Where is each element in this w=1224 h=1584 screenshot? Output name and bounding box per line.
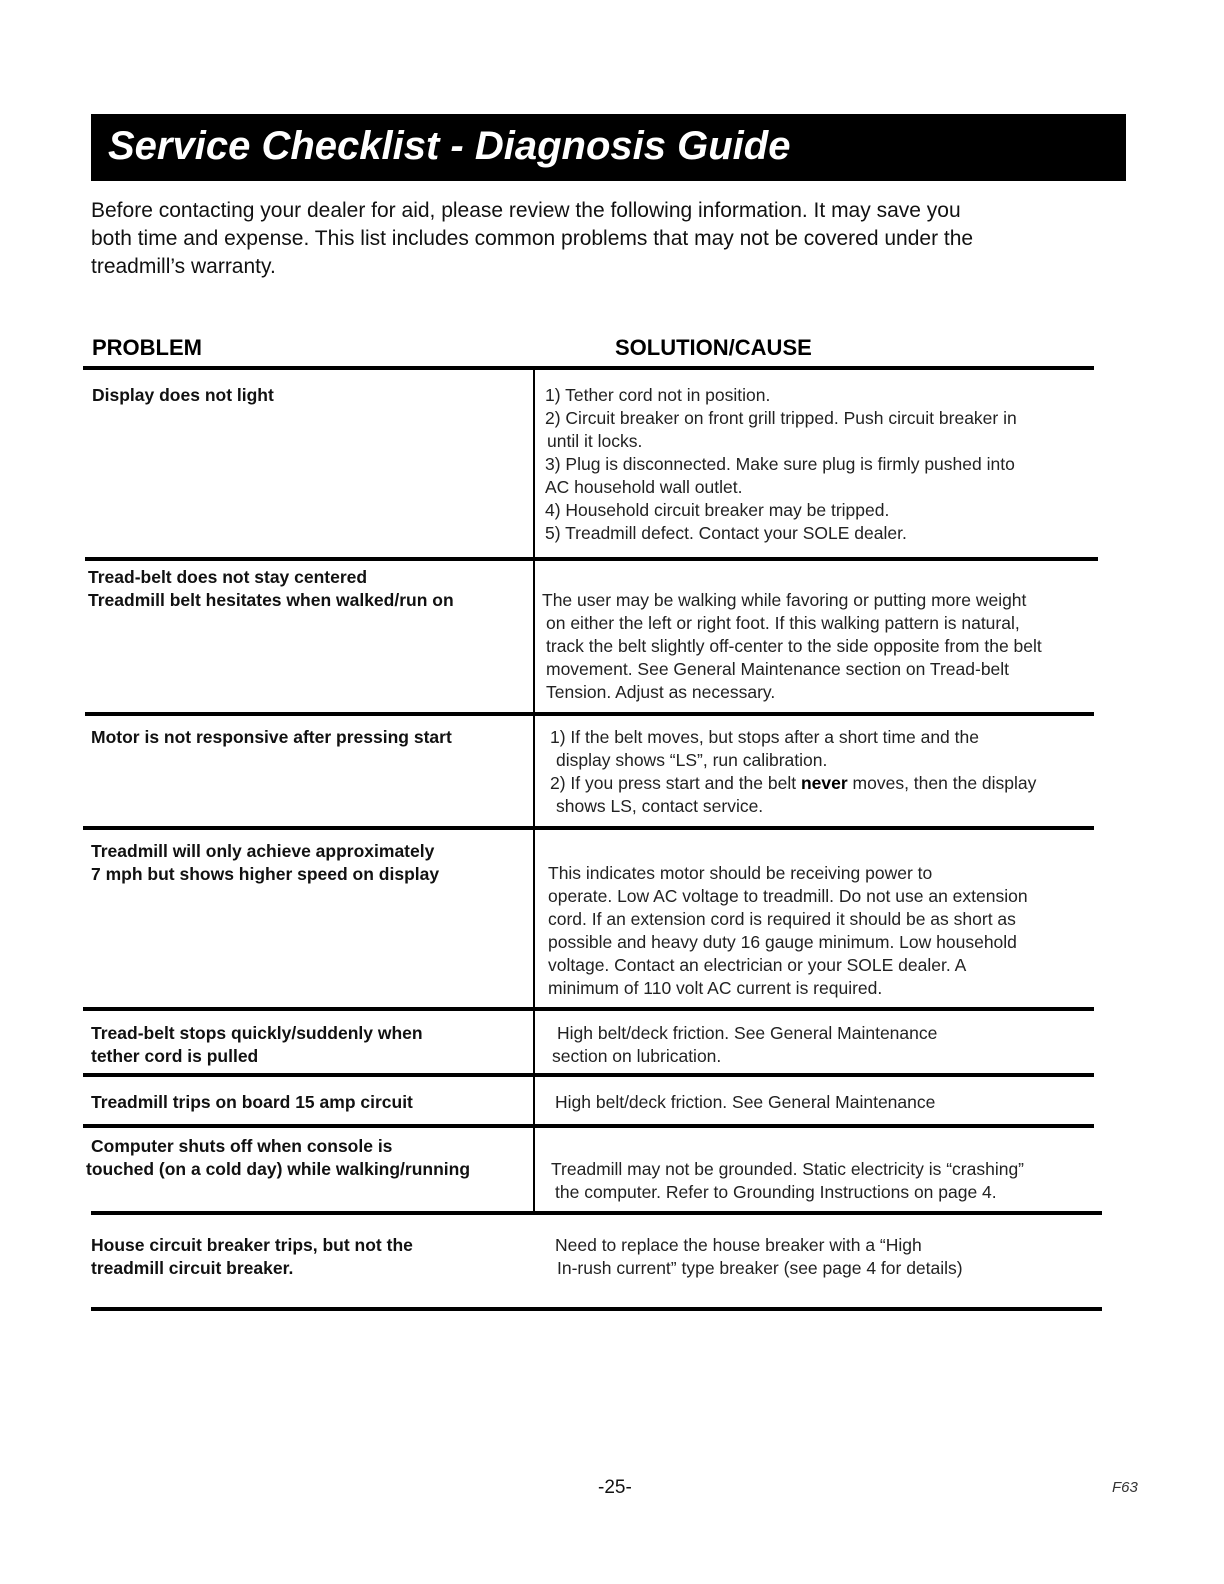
problem-cell [88, 566, 454, 612]
solution-line: 1) Tether cord not in position. [545, 385, 771, 405]
solution-line: shows LS, contact service. [556, 796, 764, 816]
solution-line: cord. If an extension cord is required it should be as short as [548, 909, 1016, 929]
problem-column-header: PROBLEM [92, 335, 202, 360]
problem-cell [91, 1022, 423, 1068]
problem-line: Tread-belt does not stay centered [88, 567, 368, 587]
problem-cell [91, 726, 452, 749]
solution-line: In-rush current” type breaker (see page 4 for details) [557, 1258, 963, 1278]
solution-cell [548, 862, 1028, 1000]
solution-line: movement. See General Maintenance section on Tread-belt [546, 659, 1010, 679]
solution-cell [542, 589, 1042, 704]
solution-text: moves, then the display [847, 773, 1037, 793]
solution-cell [555, 1091, 935, 1114]
problem-line: Display does not light [92, 385, 274, 405]
problem-line: House circuit breaker trips, but not the [91, 1235, 413, 1255]
solution-line: Tension. Adjust as necessary. [546, 682, 776, 702]
row-divider [83, 1124, 1094, 1128]
solution-cell [551, 1158, 1024, 1204]
problem-cell [86, 1135, 470, 1181]
problem-line: Computer shuts off when console is [91, 1136, 393, 1156]
emphasis-never: never [800, 773, 848, 793]
solution-line: the computer. Refer to Grounding Instructions on page 4. [555, 1182, 997, 1202]
problem-line: Tread-belt stops quickly/suddenly when [91, 1023, 423, 1043]
page-title: Service Checklist - Diagnosis Guide [108, 124, 791, 168]
row-divider [91, 1211, 1102, 1215]
solution-line: voltage. Contact an electrician or your SOLE dealer. A [548, 955, 967, 975]
solution-line: 4) Household circuit breaker may be tripped. [545, 500, 890, 520]
problem-line: Treadmill belt hesitates when walked/run on [88, 590, 454, 610]
problem-line: Motor is not responsive after pressing start [91, 727, 452, 747]
solution-line: possible and heavy duty 16 gauge minimum. Low household [548, 932, 1017, 952]
column-divider [533, 830, 535, 1007]
problem-line: Treadmill trips on board 15 amp circuit [91, 1092, 413, 1112]
solution-line: until it locks. [547, 431, 643, 451]
problem-line: treadmill circuit breaker. [91, 1258, 294, 1278]
solution-cell [555, 1234, 963, 1280]
problem-line: Treadmill will only achieve approximately [91, 841, 435, 861]
column-divider [533, 370, 535, 557]
page-number: -25- [598, 1477, 632, 1498]
problem-line: tether cord is pulled [91, 1046, 259, 1066]
row-divider [83, 1007, 1094, 1011]
row-divider [83, 1073, 1094, 1077]
intro-line: treadmill’s warranty. [91, 255, 276, 278]
solution-line: minimum of 110 volt AC current is required. [548, 978, 883, 998]
intro-paragraph [91, 197, 1121, 281]
intro-line: both time and expense. This list includes common problems that may not be covered under the [91, 227, 974, 250]
solution-line: 3) Plug is disconnected. Make sure plug is firmly pushed into [545, 454, 1015, 474]
row-divider [85, 712, 1094, 716]
row-divider [83, 826, 1094, 830]
solution-line: Need to replace the house breaker with a “High [555, 1235, 922, 1255]
column-divider [533, 1077, 535, 1124]
solution-cell [552, 1022, 937, 1068]
problem-cell [91, 840, 439, 886]
solution-line: 5) Treadmill defect. Contact your SOLE dealer. [545, 523, 907, 543]
solution-line: The user may be walking while favoring or putting more weight [542, 590, 1027, 610]
solution-cell [545, 384, 1017, 545]
solution-line [550, 772, 1036, 795]
intro-line: Before contacting your dealer for aid, please review the following information. It may save you [91, 199, 961, 222]
header-rule [83, 366, 1094, 370]
solution-cell [550, 726, 1036, 818]
solution-text: 2) If you press start and the belt [550, 773, 801, 793]
solution-column-header: SOLUTION/CAUSE [615, 335, 812, 360]
solution-line: operate. Low AC voltage to treadmill. Do not use an extension [548, 886, 1028, 906]
title-bar [91, 114, 1126, 181]
solution-line: on either the left or right foot. If this walking pattern is natural, [546, 613, 1020, 633]
column-divider [533, 561, 535, 712]
problem-cell [91, 1091, 413, 1114]
solution-line: Treadmill may not be grounded. Static electricity is “crashing” [551, 1159, 1025, 1179]
solution-line: AC household wall outlet. [545, 477, 743, 497]
column-divider [533, 716, 535, 826]
footer-rule [91, 1307, 1102, 1311]
solution-line: This indicates motor should be receiving power to [548, 863, 933, 883]
column-divider [533, 1128, 535, 1211]
solution-line: display shows “LS”, run calibration. [556, 750, 828, 770]
solution-line: High belt/deck friction. See General Maintenance [557, 1023, 938, 1043]
solution-line: 1) If the belt moves, but stops after a short time and the [550, 727, 979, 747]
problem-line: touched (on a cold day) while walking/running [86, 1159, 471, 1179]
solution-line: 2) Circuit breaker on front grill tripped. Push circuit breaker in [545, 408, 1017, 428]
problem-line: 7 mph but shows higher speed on display [91, 864, 440, 884]
problem-cell [92, 384, 274, 407]
problem-cell [91, 1234, 413, 1280]
solution-line: track the belt slightly off-center to the side opposite from the belt [546, 636, 1042, 656]
document-code: F63 [1112, 1479, 1138, 1496]
column-divider [533, 1011, 535, 1073]
solution-line: section on lubrication. [552, 1046, 722, 1066]
row-divider [85, 557, 1098, 561]
solution-line: High belt/deck friction. See General Maintenance [555, 1092, 936, 1112]
